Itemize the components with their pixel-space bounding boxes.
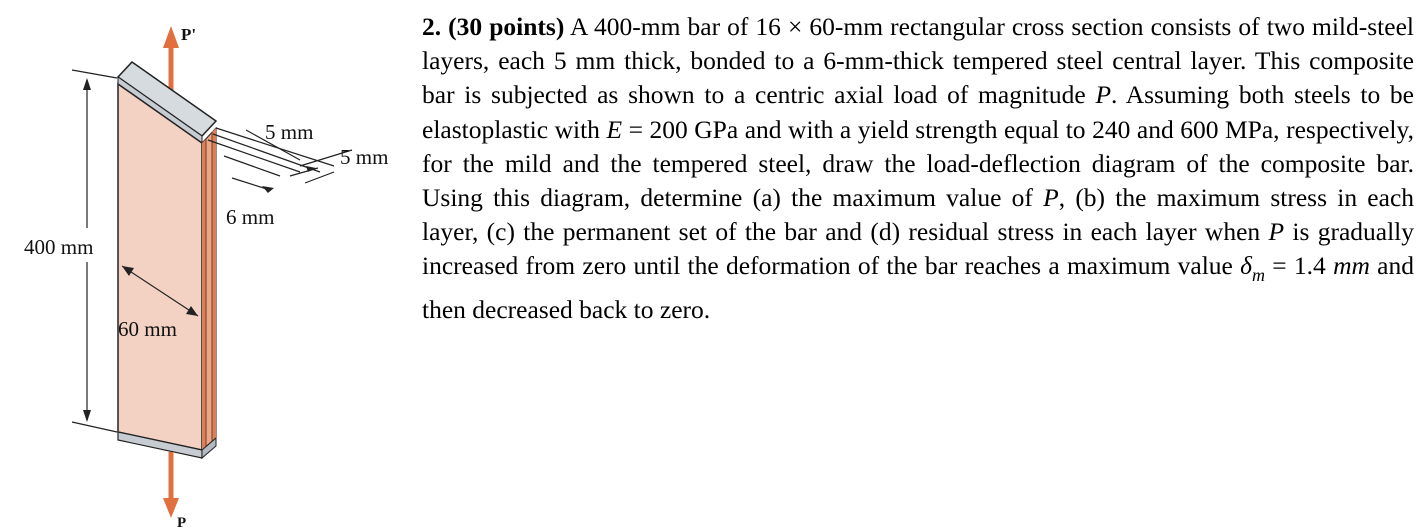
delta-value: 1.4 [1293,251,1326,281]
problem-paren: ) [555,12,565,41]
problem-text-1: A 400-mm bar of 16 × 60-mm rectangular cross section consists of two mild-steel layers, each 5 mm thick, bonded to a 6-mm-thick tempered steel central layer. This composite bar is subjected as shown to a centric axial load of magnitude [422,12,1414,110]
var-p-3: P [1268,217,1285,247]
var-e: E [606,114,623,144]
width-label: 60 mm [118,317,177,341]
bar-diagram [0,0,410,530]
problem-text-2: . Assuming both steels to be elastoplastic with [422,80,1415,144]
delta-symbol: δ [1240,251,1252,281]
length-label: 400 mm [24,235,94,259]
problem-text-5: is gradually increased from zero until the deformation of the bar reaches a maximum value [422,217,1414,281]
top-load-label: P' [181,25,197,44]
problem-statement [422,10,1414,327]
mild-layer-2 [212,128,216,441]
problem-text-4: , (b) the maximum stress in each layer, (c) the permanent set of the bar and (d) residual stress in each layer when [422,183,1415,247]
core-layer-label: 6 mm [226,205,275,229]
delta-subscript: m [1251,265,1265,286]
problem-text-3: = 200 GPa and with a yield strength equal to 240 and 600 MPa, respectively, for the mild and the tempered steel, draw the load-deflection diagram of the composite bar. Using this diagram, determine (a) the maximum value of [422,114,1414,213]
var-p-2: P [1043,183,1059,213]
problem-text-6: and then decreased back to zero. [422,251,1414,324]
bar-figure [0,0,410,530]
mild-layer-1 [202,139,206,450]
outer-layer-label-2: 5 mm [340,145,389,169]
equals-sign: = [1264,251,1294,281]
outer-layer-label-1: 5 mm [265,120,314,144]
problem-number: 2. (30 points [422,12,556,41]
front-face [118,84,202,450]
bottom-load-arrow [163,452,179,518]
delta-unit: mm [1325,251,1370,281]
bottom-load-label: P [177,515,187,530]
var-p-1: P [1095,80,1112,110]
